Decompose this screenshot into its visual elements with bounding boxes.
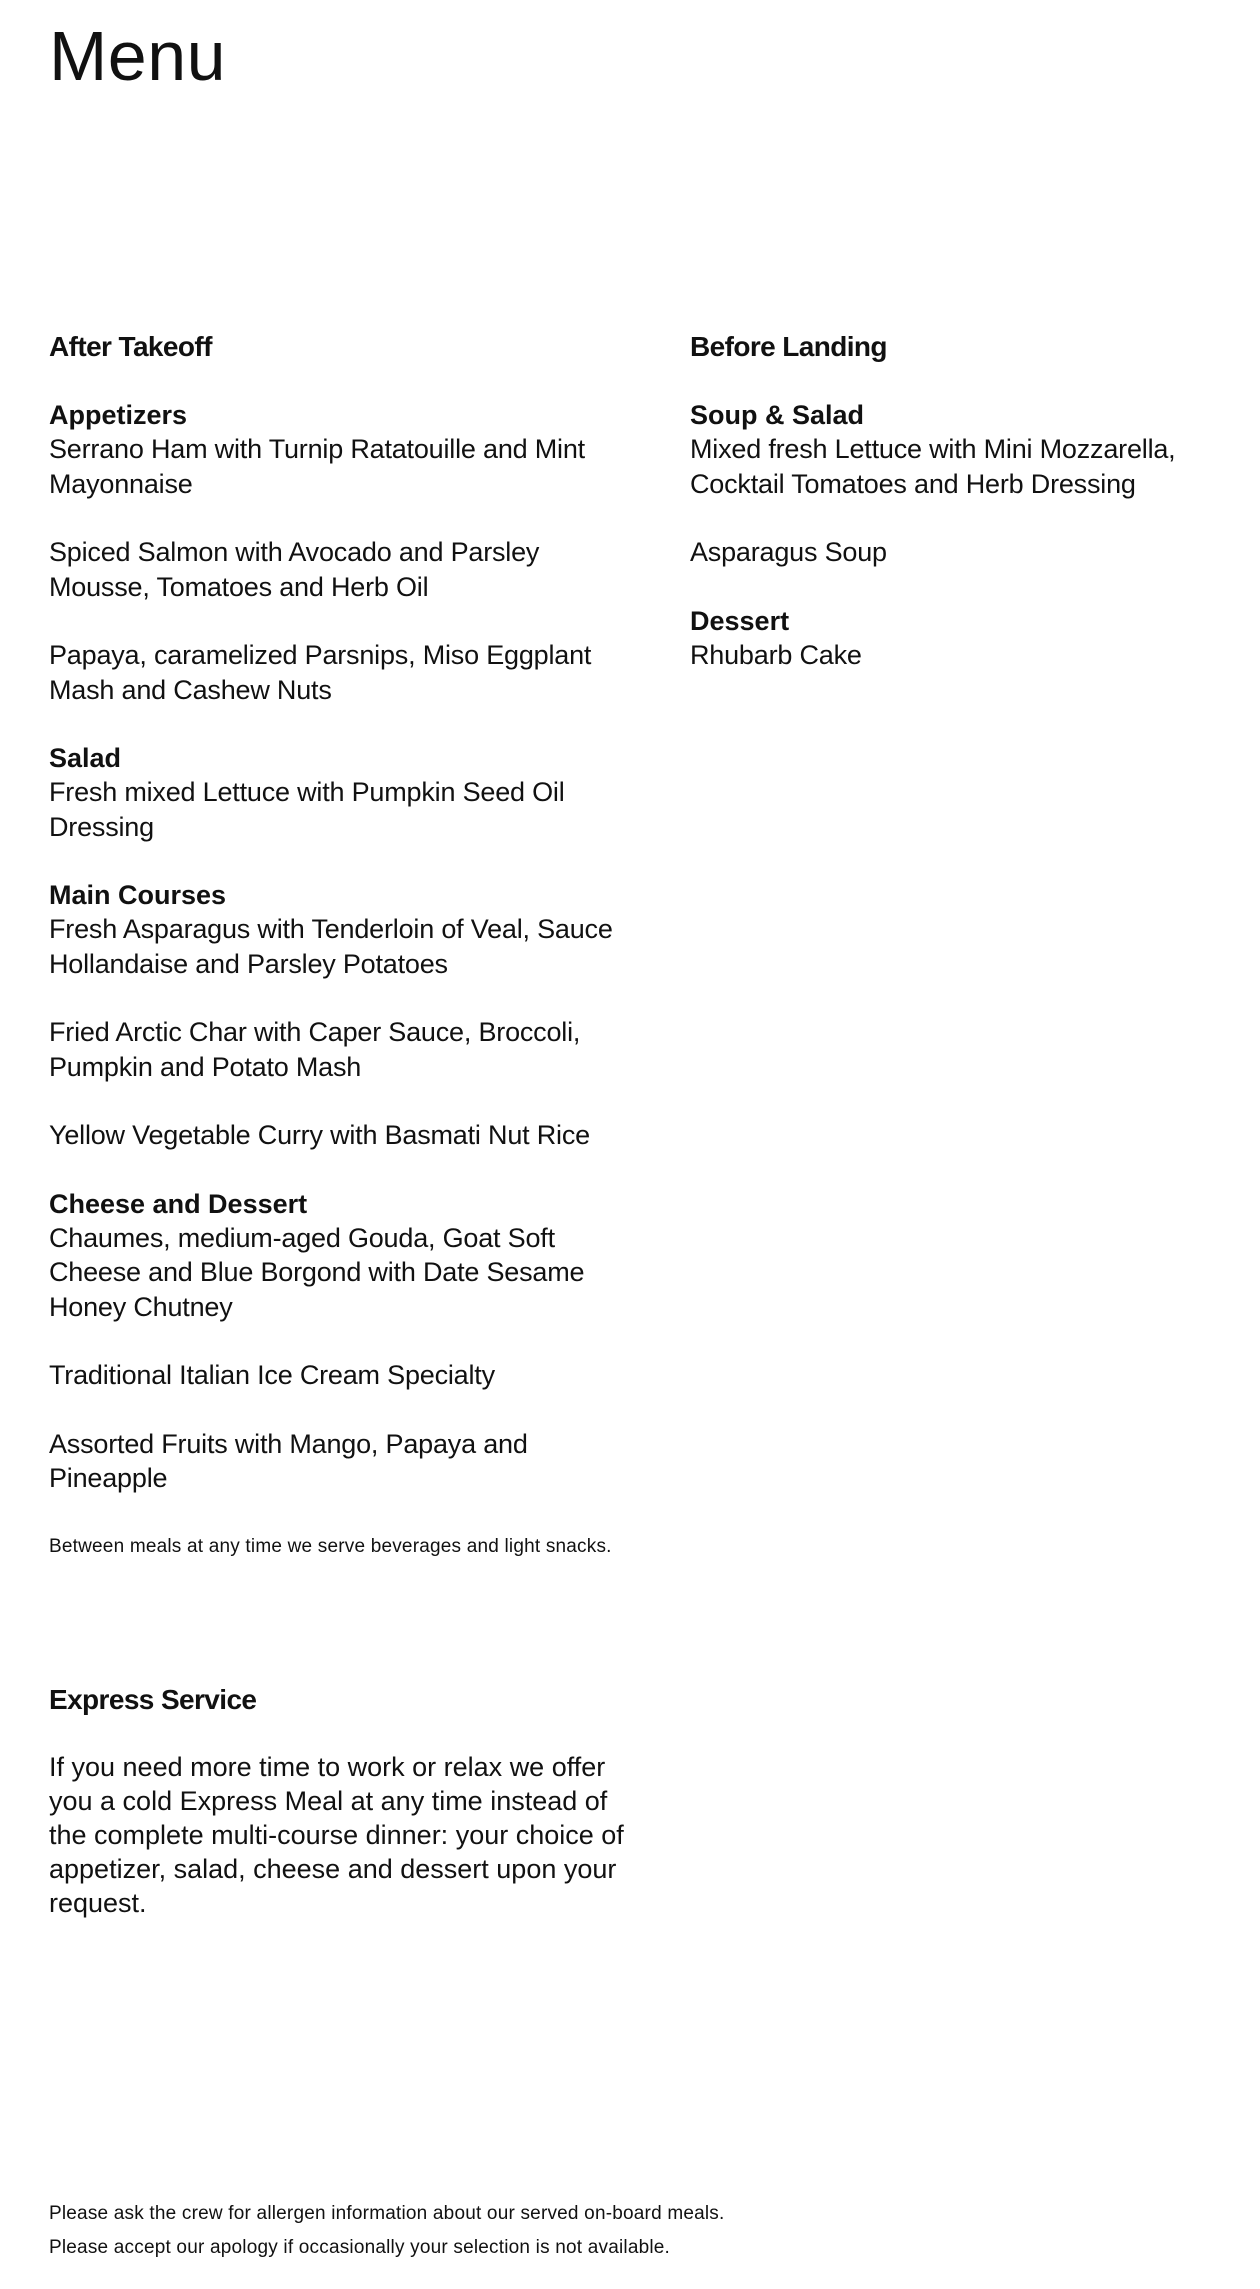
menu-item: Assorted Fruits with Mango, Papaya and Pineapple bbox=[49, 1428, 528, 1493]
course-appetizers bbox=[49, 398, 629, 707]
before-landing-column bbox=[690, 330, 1250, 706]
menu-item: Chaumes, medium-aged Gouda, Goat Soft Cheese and Blue Borgond with Date Sesame Honey Chutney bbox=[49, 1222, 585, 1322]
course-title: Appetizers bbox=[49, 400, 188, 430]
menu-item: Yellow Vegetable Curry with Basmati Nut Rice bbox=[49, 1120, 590, 1150]
course-title: Cheese and Dessert bbox=[49, 1188, 308, 1219]
allergen-note: Please ask the crew for allergen information about our served on-board meals. bbox=[49, 2203, 725, 2224]
menu-item: Spiced Salmon with Avocado and Parsley Mousse, Tomatoes and Herb Oil bbox=[49, 537, 540, 602]
menu-item: Fresh Asparagus with Tenderloin of Veal, Sauce Hollandaise and Parsley Potatoes bbox=[49, 914, 613, 979]
menu-item: Fresh mixed Lettuce with Pumpkin Seed Oil Dressing bbox=[49, 777, 565, 842]
menu-item: Fried Arctic Char with Caper Sauce, Broccoli, Pumpkin and Potato Mash bbox=[49, 1017, 581, 1082]
before-landing-heading: Before Landing bbox=[690, 331, 887, 362]
apology-note: Please accept our apology if occasionally your selection is not available. bbox=[49, 2237, 671, 2258]
menu-item: Rhubarb Cake bbox=[690, 639, 862, 670]
course-salad bbox=[49, 741, 629, 844]
menu-item: Mixed fresh Lettuce with Mini Mozzarella, Cocktail Tomatoes and Herb Dressing bbox=[690, 434, 1176, 499]
page-title: Menu bbox=[49, 17, 227, 95]
course-title: Salad bbox=[49, 743, 122, 773]
express-service-heading: Express Service bbox=[49, 1684, 257, 1715]
course-soup-and-salad bbox=[690, 398, 1250, 570]
course-title: Main Courses bbox=[49, 880, 227, 910]
after-takeoff-column bbox=[49, 330, 629, 1564]
menu-item: Papaya, caramelized Parsnips, Miso Eggplant Mash and Cashew Nuts bbox=[49, 640, 592, 705]
after-takeoff-heading: After Takeoff bbox=[49, 331, 212, 362]
course-main-courses bbox=[49, 878, 629, 1153]
between-meals-note: Between meals at any time we serve beverages and light snacks. bbox=[49, 1535, 612, 1557]
menu-item: Traditional Italian Ice Cream Specialty bbox=[49, 1360, 495, 1390]
course-title: Soup & Salad bbox=[690, 400, 865, 430]
course-dessert bbox=[690, 604, 1250, 673]
menu-item: Serrano Ham with Turnip Ratatouille and Mint Mayonnaise bbox=[49, 434, 585, 499]
course-cheese-and-dessert bbox=[49, 1187, 629, 1496]
footer-notes bbox=[49, 2197, 1049, 2265]
express-service-text: If you need more time to work or relax we offer you a cold Express Meal at any time instead of the complete multi-course dinner: your choice of appetizer, salad, cheese and dessert upon your request. bbox=[49, 1752, 624, 1918]
menu-item: Asparagus Soup bbox=[690, 537, 887, 567]
course-title: Dessert bbox=[690, 605, 790, 636]
